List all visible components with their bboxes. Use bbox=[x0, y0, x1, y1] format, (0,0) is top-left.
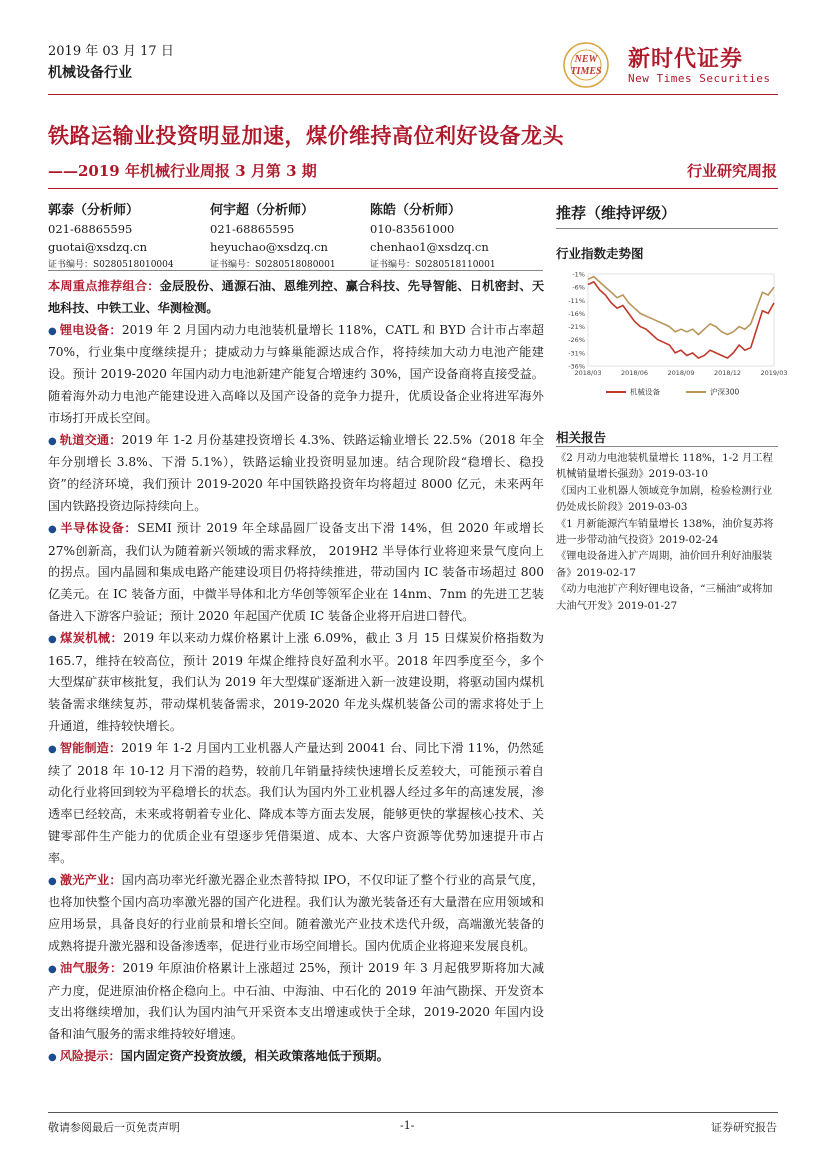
footer-doc-type: 证券研究报告 bbox=[711, 1121, 777, 1134]
section-text: 2019 年 1-2 月份基建投资增长 4.3%、铁路运输业增长 22.5%（2018 年全年分别增长 3.8%、下滑 5.1%），铁路运输业投资明显加速。结合现阶段“稳增长、稳投资”的经济环境，我们预计 2019-2020 年中国铁路投资年均将超过 8000 亿元，未来两年国内铁路投资边际持续向上。 bbox=[48, 432, 545, 513]
y-tick-label: -26% bbox=[568, 336, 585, 345]
page-number: -1- bbox=[400, 1119, 415, 1132]
bullet-icon: ● bbox=[48, 633, 58, 645]
plot-frame bbox=[588, 274, 774, 366]
bullet-icon: ● bbox=[48, 435, 57, 447]
section-text: 2019 年以来动力煤价格累计上涨 6.09%，截止 3 月 15 日煤炭价格指数为 165.7，维持在较高位，预计 2019 年煤企维持良好盈利水平。2018 年四季度至今，多个大型煤矿获审核批复，我们认为 2019 年大型煤矿逐渐进入新一波建设期，将驱动国内煤机装备需求继续复苏，带动煤机装备需求，2019-2020 年龙头煤机装备公司的需求将处于上升通道，维持较快增长。 bbox=[48, 630, 544, 733]
bullet-icon: ● bbox=[48, 1051, 57, 1063]
related-reports-list bbox=[556, 450, 778, 614]
section-label: 半导体设备： bbox=[60, 520, 138, 535]
section-label: 轨道交通： bbox=[59, 432, 122, 447]
bullet-icon: ● bbox=[48, 875, 57, 887]
section-paragraph bbox=[48, 518, 544, 628]
chart-title: 行业指数走势图 bbox=[556, 246, 644, 261]
analyst-email[interactable]: guotai@xsdzq.cn bbox=[48, 240, 148, 254]
index-trend-chart bbox=[556, 266, 788, 406]
section-paragraph bbox=[48, 738, 544, 870]
y-axis-ticks bbox=[568, 271, 585, 371]
related-report-item[interactable]: 《国内工业机器人领域竞争加剧，检验检测行业仍处成长阶段》2019-03-03 bbox=[556, 484, 773, 514]
analyst-card bbox=[48, 202, 218, 274]
risk-label: 风险提示： bbox=[59, 1048, 121, 1063]
bullet-icon: ● bbox=[48, 743, 57, 755]
x-tick-label: 2018/03 bbox=[574, 369, 602, 377]
x-axis-ticks bbox=[574, 369, 787, 377]
related-divider bbox=[556, 446, 778, 447]
y-tick-label: -16% bbox=[568, 309, 585, 318]
header-divider bbox=[48, 94, 778, 95]
sector-label: 机械设备行业 bbox=[48, 65, 132, 81]
report-type: 行业研究周报 bbox=[686, 162, 777, 180]
analyst-card bbox=[210, 202, 380, 274]
rating-recommendation: 推荐（维持评级） bbox=[556, 204, 677, 222]
section-label: 煤炭机械： bbox=[60, 630, 124, 645]
y-tick-label: -36% bbox=[568, 362, 585, 371]
rating-divider bbox=[556, 228, 778, 229]
series-lines bbox=[588, 277, 774, 359]
bullet-icon: ● bbox=[48, 325, 57, 337]
company-name-cn: 新时代证券 bbox=[628, 46, 744, 72]
analyst-divider bbox=[48, 270, 543, 271]
related-report-item[interactable]: 《锂电设备进入扩产周期，油价回升利好油服装备》2019-02-17 bbox=[556, 550, 773, 579]
analyst-cert: 证书编号：S0280518110001 bbox=[370, 260, 496, 270]
related-reports-title: 相关报告 bbox=[556, 430, 607, 445]
title-divider bbox=[48, 188, 778, 189]
series-line bbox=[588, 282, 774, 358]
section-paragraph bbox=[48, 958, 544, 1046]
section-paragraph bbox=[48, 430, 544, 518]
bullet-icon: ● bbox=[48, 963, 58, 975]
related-report-item[interactable]: 《动力电池扩产利好锂电设备，“三桶油”或将加大油气开发》2019-01-27 bbox=[556, 583, 773, 612]
section-label: 油气服务： bbox=[60, 960, 123, 975]
related-report-item[interactable]: 《2 月动力电池装机量增长 118%，1-2 月工程机械销量增长强劲》2019-03-10 bbox=[556, 452, 773, 481]
series-line bbox=[588, 277, 774, 335]
bullet-icon: ● bbox=[48, 523, 58, 535]
section-text: 2019 年原油价格累计上涨超过 25%，预计 2019 年 3 月起俄罗斯将加大减产力度，促进原油价格企稳向上。中石油、中海油、中石化的 2019 年油气勘探、开发资本支出将继续增加，我们认为国内油气开采资本支出增速或快于全球，2019-2020 年国内设备和油气服务的需求维持较好增速。 bbox=[48, 960, 545, 1042]
analyst-name: 何宇超（分析师） bbox=[210, 203, 315, 218]
analyst-phone: 010-83561000 bbox=[370, 222, 455, 236]
section-paragraph bbox=[48, 320, 544, 430]
intro-label: 本周重点推荐组合： bbox=[48, 279, 160, 293]
logo-mark-bottom: TIMES bbox=[570, 66, 602, 77]
report-title: 铁路运输业投资明显加速，煤价维持高位利好设备龙头 bbox=[48, 123, 564, 148]
y-tick-label: -11% bbox=[568, 296, 585, 305]
report-date: 2019 年 03 月 17 日 bbox=[48, 44, 174, 59]
logo-mark bbox=[564, 43, 608, 87]
x-tick-label: 2018/06 bbox=[620, 369, 649, 377]
analyst-card bbox=[370, 202, 540, 274]
related-report-item[interactable]: 《1 月新能源汽车销量增长 138%，油价复苏将进一步带动油气投资》2019-02-24 bbox=[556, 517, 774, 547]
y-tick-label: -6% bbox=[572, 283, 585, 292]
analyst-name: 郭泰（分析师） bbox=[48, 203, 140, 218]
intro-paragraph bbox=[48, 276, 544, 320]
chart-legend bbox=[606, 387, 740, 397]
analyst-cert: 证书编号：S0280518080001 bbox=[210, 260, 336, 270]
intro-text: 金辰股份、通源石油、恩维列控、赢合科技、先导智能、日机密封、天地科技、中铁工业、华测检测。 bbox=[48, 279, 545, 315]
report-body bbox=[48, 276, 544, 1069]
disclaimer-note[interactable]: 敬请参阅最后一页免责声明 bbox=[48, 1121, 180, 1134]
section-paragraph bbox=[48, 870, 544, 958]
section-text: 国内高功率光纤激光器企业杰普特拟 IPO，不仅印证了整个行业的高景气度，也将加快整个国内高功率激光器的国产化进程。我们认为激光装备还有大量潜在应用领域和应用场景，具备良好的行业前景和增长空间。随着激光产业技术迭代升级，高端激光装备的成熟将提升激光器和设备渗透率，促进行业市场空间增长。国内优质企业将迎来发展良机。 bbox=[48, 872, 544, 953]
analyst-email[interactable]: chenhao1@xsdzq.cn bbox=[370, 240, 489, 254]
company-name-en: New Times Securities bbox=[628, 72, 771, 85]
analyst-email[interactable]: heyuchao@xsdzq.cn bbox=[210, 240, 328, 254]
section-text: 2019 年 1-2 月国内工业机器人产量达到 20041 台、同比下滑 11%，仍然延续了 2018 年 10-12 月下滑的趋势，较前几年销量持续快速增长反差较大，可能预示着自动化行业将回到较为平稳增长的状态。我们认为国内外工业机器人经过多年的高速发展，渗透率已经较高，未来或将朝着专业化、降成本等方面去发展，能够更快的掌握核心技术、关键零部件生产能力的优质企业有望逐步凭借渠道、成本、大客户资源等优势加速提升市占率。 bbox=[48, 740, 544, 865]
analyst-name: 陈皓（分析师） bbox=[370, 203, 462, 218]
y-tick-label: -31% bbox=[568, 349, 585, 358]
risk-paragraph bbox=[48, 1046, 544, 1069]
legend-label: 沪深300 bbox=[710, 387, 740, 397]
analyst-cert: 证书编号：S0280518010004 bbox=[48, 260, 174, 270]
x-tick-label: 2019/03 bbox=[760, 369, 788, 377]
y-tick-label: -1% bbox=[572, 270, 585, 279]
section-label: 智能制造： bbox=[59, 740, 122, 755]
analyst-phone: 021-68865595 bbox=[210, 222, 295, 236]
section-text: 2019 年 2 月国内动力电池装机量增长 118%，CATL 和 BYD 合计市占率超 70%，行业集中度继续提升；捷威动力与蜂巢能源达成合作，将持续加大动力电池产能建设。预计 2019-2020 年国内动力电池新建产能复合增速约 30%，国产设备商将直接受益。随着海外动力电池产能建设进入高峰以及国产设备的竞争力提升，优质设备企业将进军海外市场打开成长空间。 bbox=[48, 322, 544, 425]
logo-mark-top: NEW bbox=[574, 54, 598, 65]
y-tick-label: -21% bbox=[568, 323, 585, 332]
report-subtitle: ——2019 年机械行业周报 3 月第 3 期 bbox=[48, 162, 317, 180]
analyst-phone: 021-68865595 bbox=[48, 222, 133, 236]
section-text: SEMI 预计 2019 年全球晶圆厂设备支出下滑 14%，但 2020 年或增长 27%创新高，我们认为随着新兴领域的需求释放， 2019H2 半导体行业将迎来景气度向上的拐点。国内晶圆和集成电路产能建设项目仍将持续推进，带动国内 IC 装备市场超过 800 亿美元。在 IC 装备方面，中微半导体和北方华创等领军企业在 14nm、7nm 的先进工艺装备进入下游客户验证；预计 2020 年起国产优质 IC 装备企业将开启进口替代。 bbox=[48, 520, 545, 623]
legend-label: 机械设备 bbox=[630, 387, 660, 397]
section-label: 锂电设备： bbox=[59, 322, 122, 337]
risk-text: 国内固定资产投资放缓，相关政策落地低于预期。 bbox=[120, 1048, 389, 1063]
x-tick-label: 2018/12 bbox=[713, 369, 742, 377]
section-label: 激光产业： bbox=[59, 872, 122, 887]
section-paragraph bbox=[48, 628, 544, 738]
x-tick-label: 2018/09 bbox=[667, 369, 695, 377]
footer-divider bbox=[48, 1112, 778, 1113]
